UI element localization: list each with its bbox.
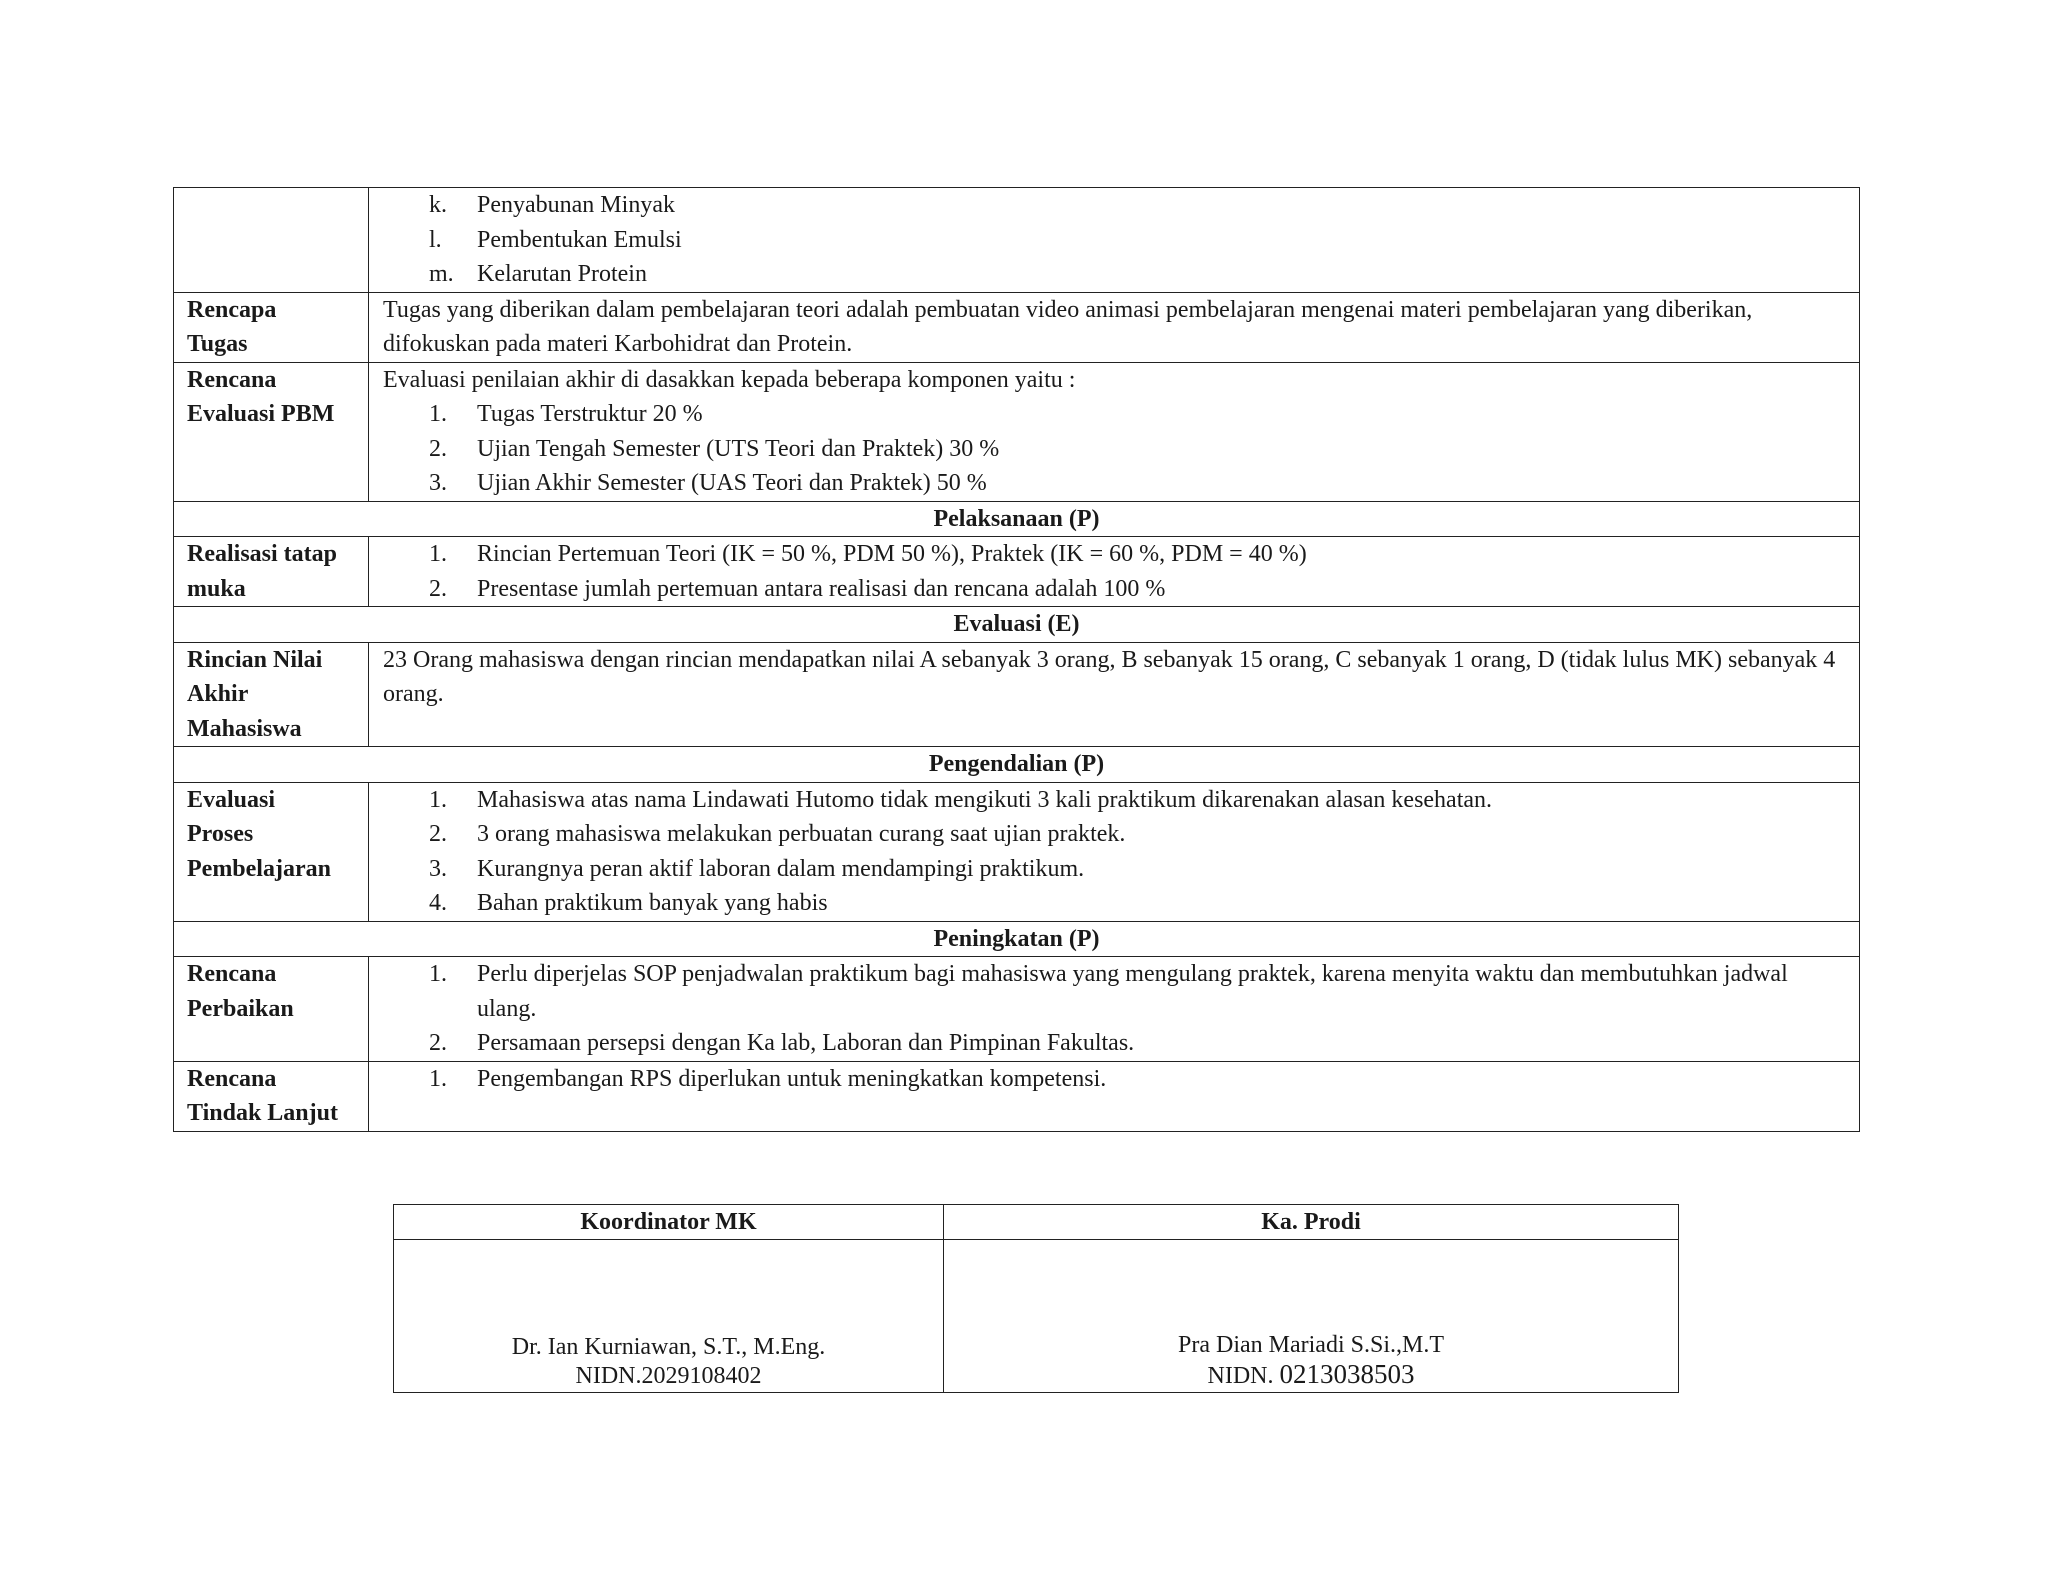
evaluasi-component-list [383,397,1839,501]
row-evaluasi-proses [174,782,1860,921]
rincian-nilai-text: 23 Orang mahasiswa dengan rincian mendapatkan nilai A sebanyak 3 orang, B sebanyak 15 orang, C sebanyak 1 orang, D (tidak lulus MK) sebanyak 4 orang. [383,646,1836,707]
koordinator-name: Dr. Ian Kurniawan, S.T., M.Eng. [511,1334,826,1360]
evaluasi-proses-list [383,783,1839,921]
list-item: 3. Ujian Akhir Semester (UAS Teori dan Praktek) 50 % [429,470,987,496]
list-item: 1. Tugas Terstruktur 20 % [429,401,703,427]
kaprodi-signature-cell [944,1240,1679,1393]
list-item: 2. 3 orang mahasiswa melakukan perbuatan curang saat ujian praktek. [429,821,1126,847]
list-item: 1. Pengembangan RPS diperlukan untuk meningkatkan kompetensi. [429,1065,1107,1092]
list-item: l. Pembentukan Emulsi [429,226,682,253]
rencana-tugas-text: Tugas yang diberikan dalam pembelajaran teori adalah pembuatan video animasi pembelajaran mengenai materi pembelajaran yang diberikan, difokuskan pada materi Karbohidrat dan Protein. [383,296,1753,357]
rencana-evaluasi-intro: Evaluasi penilaian akhir di dasakkan kepada beberapa komponen yaitu : [383,366,1076,393]
rincian-nilai-label: Rincian Nilai Akhir Mahasiswa [174,642,369,747]
rincian-nilai-content [369,642,1860,747]
rencana-tugas-label: Rencapa Tugas [174,292,369,362]
signature-table [393,1204,1679,1393]
section-heading: Peningkatan (P) [174,921,1860,957]
koordinator-signature-block [394,1333,943,1392]
rencana-tindak-lanjut-label: Rencana Tindak Lanjut [174,1061,369,1131]
rencana-evaluasi-content [369,362,1860,501]
row-rencana-perbaikan [174,957,1860,1062]
rps-evaluation-table [173,187,1860,1132]
rencana-tindak-lanjut-list [383,1062,1839,1097]
rencana-tindak-lanjut-content [369,1061,1860,1131]
rencana-perbaikan-label: Rencana Perbaikan [174,957,369,1062]
kaprodi-nidn: NIDN. 0213038503 [1207,1359,1415,1389]
koordinator-header: Koordinator MK [394,1205,944,1240]
rencana-evaluasi-label: Rencana Evaluasi PBM [174,362,369,501]
rencana-perbaikan-content [369,957,1860,1062]
signature-header-row [394,1205,1679,1240]
list-item: 1. Perlu diperjelas SOP penjadwalan praktikum bagi mahasiswa yang mengulang praktek, karena menyita waktu dan membutuhkan jadwal ulang. [429,961,1788,1022]
kaprodi-name: Pra Dian Mariadi S.Si.,M.T [1178,1332,1444,1358]
section-pelaksanaan [174,501,1860,537]
section-pengendalian [174,747,1860,783]
list-item: 2. Presentase jumlah pertemuan antara realisasi dan rencana adalah 100 % [429,575,1166,602]
section-peningkatan [174,921,1860,957]
row-rincian-nilai [174,642,1860,747]
list-item: 3. Kurangnya peran aktif laboran dalam mendampingi praktikum. [429,855,1085,882]
section-evaluasi [174,607,1860,643]
list-item: k. Penyabunan Minyak [429,192,675,218]
row-rencana-tindak-lanjut [174,1061,1860,1131]
koordinator-signature-cell [394,1240,944,1393]
koordinator-nidn: NIDN.2029108402 [575,1363,762,1389]
list-item: 2. Ujian Tengah Semester (UTS Teori dan Praktek) 30 % [429,435,1000,462]
list-item: m. Kelarutan Protein [429,261,647,287]
row-rencana-evaluasi [174,362,1860,501]
evaluasi-proses-content [369,782,1860,921]
list-item: 1. Rincian Pertemuan Teori (IK = 50 %, PDM 50 %), Praktek (IK = 60 %, PDM = 40 %) [429,541,1307,567]
praktikum-topic-list [383,188,1839,292]
row-realisasi [174,537,1860,607]
evaluasi-proses-label: Evaluasi Proses Pembelajaran [174,782,369,921]
list-item: 1. Mahasiswa atas nama Lindawati Hutomo tidak mengikuti 3 kali praktikum dikarenakan alasan kesehatan. [429,786,1493,813]
list-item: 2. Persamaan persepsi dengan Ka lab, Laboran dan Pimpinan Fakultas. [429,1030,1135,1056]
list-item: 4. Bahan praktikum banyak yang habis [429,890,828,916]
realisasi-content [369,537,1860,607]
row-rencana-tugas [174,292,1860,362]
rencana-tugas-content [369,292,1860,362]
signature-body-row [394,1240,1679,1393]
section-heading: Pengendalian (P) [174,747,1860,783]
kaprodi-header: Ka. Prodi [944,1205,1679,1240]
empty-label-cell [174,188,369,293]
realisasi-list [383,537,1839,606]
row-praktikum-topics [174,188,1860,293]
realisasi-label: Realisasi tatap muka [174,537,369,607]
section-heading: Evaluasi (E) [174,607,1860,643]
section-heading: Pelaksanaan (P) [174,501,1860,537]
rencana-perbaikan-list [383,957,1839,1061]
kaprodi-signature-block [944,1331,1678,1392]
praktikum-topics-cell [369,188,1860,293]
